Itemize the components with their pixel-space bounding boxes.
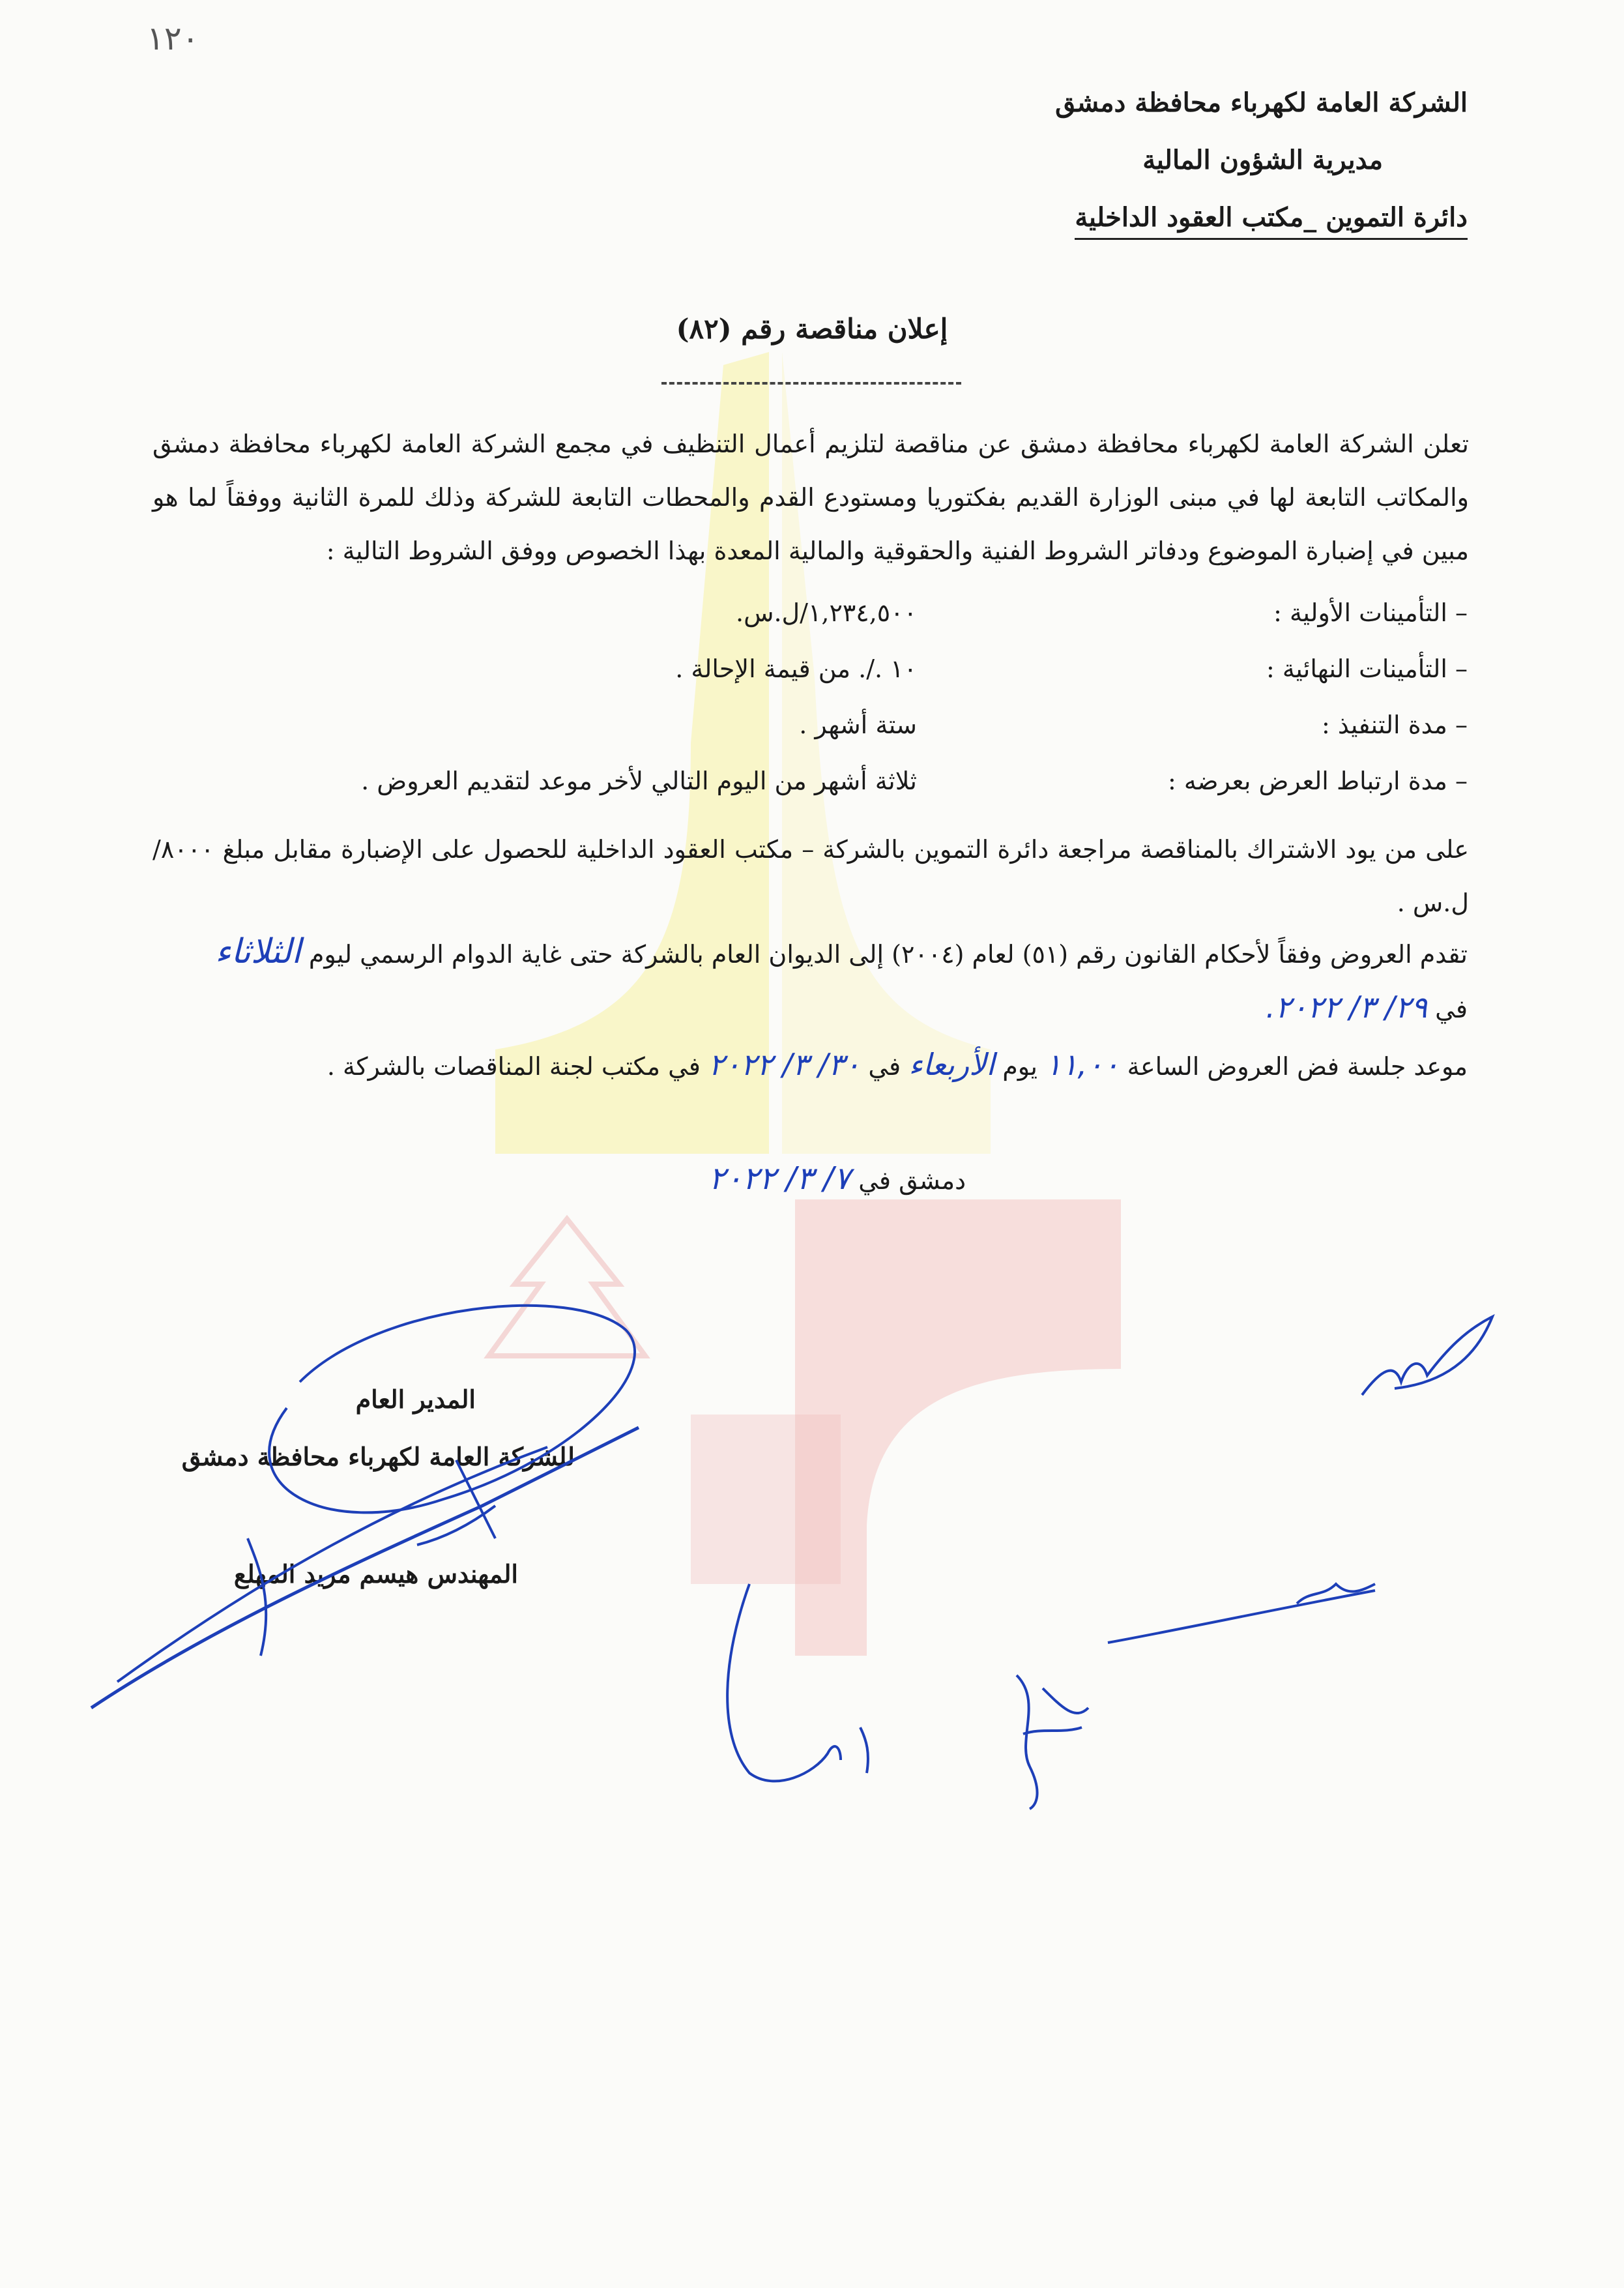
condition-label: – مدة ارتباط العرض بعرضه : bbox=[1168, 767, 1468, 795]
initials-right-top bbox=[1356, 1310, 1499, 1401]
signatory-org: للشركة العامة لكهرباء محافظة دمشق bbox=[181, 1442, 575, 1471]
place-date-prefix: دمشق في bbox=[858, 1166, 966, 1195]
participation-paragraph: على من يود الاشتراك بالمناقصة مراجعة دائرة التموين بالشركة – مكتب العقود الداخلية للحصول على الإضبارة مقابل مبلغ ٨٠٠٠/ل.س . bbox=[152, 835, 1469, 917]
initials-right-middle bbox=[1101, 1564, 1388, 1656]
condition-label: – مدة التنفيذ : bbox=[1322, 711, 1468, 739]
opening-date-prefix: في bbox=[868, 1052, 901, 1081]
org-name: الشركة العامة لكهرباء محافظة دمشق bbox=[1055, 87, 1468, 118]
opening-suffix: في مكتب لجنة المناقصات بالشركة . bbox=[326, 1052, 701, 1081]
opening-line bbox=[327, 1047, 1468, 1082]
signatory-name: المهندس هيسم مريد المهلع bbox=[233, 1559, 518, 1589]
initials-bottom-center bbox=[1004, 1662, 1095, 1812]
condition-value: ١٠ ./. من قيمة الإحالة . bbox=[675, 654, 917, 683]
director-signature bbox=[78, 1291, 652, 1727]
opening-day-label: يوم bbox=[1002, 1052, 1037, 1081]
place-date-handwritten: ٧/ ٣/ ٢٠٢٢ bbox=[708, 1160, 851, 1197]
condition-value: ١,٢٣٤,٥٠٠/ل.س. bbox=[736, 598, 917, 627]
submission-date-line bbox=[1266, 990, 1468, 1025]
opening-time-handwritten: ١١,٠٠ bbox=[1045, 1047, 1120, 1082]
initials-bottom-left bbox=[710, 1577, 919, 1793]
submission-line bbox=[151, 932, 1468, 971]
opening-day-handwritten: الأربعاء bbox=[908, 1047, 995, 1082]
opening-prefix: موعد جلسة فض العروض الساعة bbox=[1127, 1052, 1468, 1081]
page-title: إعلان مناقصة رقم (٨٢) bbox=[676, 313, 948, 345]
condition-label: – التأمينات النهائية : bbox=[1266, 654, 1468, 683]
condition-value: ثلاثة أشهر من اليوم التالي لأخر موعد لتقديم العروض . bbox=[361, 767, 917, 795]
submission-date-handwritten: ٢٩/ ٣/ ٢٠٢٢. bbox=[1266, 990, 1428, 1025]
submission-day-handwritten: الثلاثاء bbox=[215, 932, 301, 971]
corner-mark: ١٢٠ bbox=[147, 20, 199, 57]
directorate: مديرية الشؤون المالية bbox=[1142, 145, 1383, 175]
place-date-line bbox=[709, 1160, 966, 1197]
signatory-role: المدير العام bbox=[355, 1385, 476, 1414]
department: دائرة التموين _مكتب العقود الداخلية bbox=[1075, 202, 1468, 240]
condition-label: – التأمينات الأولية : bbox=[1273, 598, 1468, 627]
submission-date-prefix: في bbox=[1435, 995, 1468, 1023]
condition-value: ستة أشهر . bbox=[799, 711, 917, 739]
title-divider bbox=[661, 382, 961, 385]
opening-date-handwritten: ٣٠/ ٣/ ٢٠٢٢ bbox=[708, 1047, 861, 1082]
submission-text: تقدم العروض وفقاً لأحكام القانون رقم (٥١) لعام (٢٠٠٤) إلى الديوان العام بالشركة حتى غاية الدوام الرسمي ليوم bbox=[308, 940, 1468, 969]
intro-paragraph: تعلن الشركة العامة لكهرباء محافظة دمشق عن مناقصة لتلزيم أعمال التنظيف في مجمع الشركة العامة لكهرباء محافظة دمشق والمكاتب التابعة لها في مبنى الوزارة القديم بفكتوريا ومستودع القدم والمحطات التابعة للشركة وذلك للمرة الثانية ووفقاً لما هو مبين في إضبارة الموضوع ودفاتر الشروط الفنية والحقوقية والمالية المعدة بهذا الخصوص ووفق الشروط التالية : bbox=[152, 430, 1469, 565]
